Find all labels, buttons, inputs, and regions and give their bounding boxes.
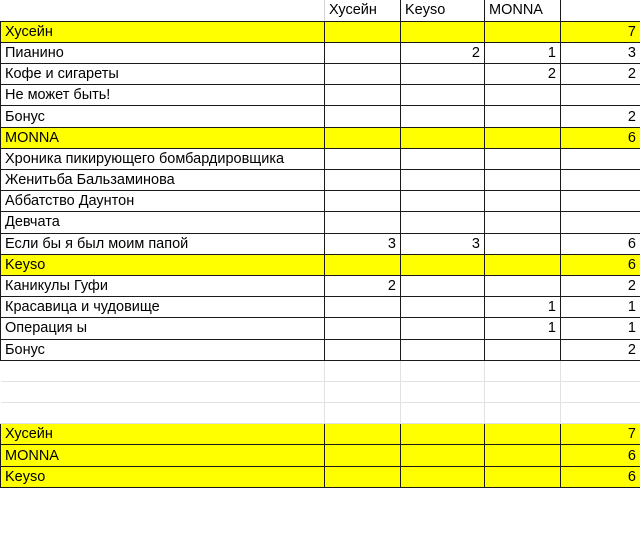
- table-row: [1, 339, 640, 360]
- value-cell[interactable]: [485, 381, 561, 402]
- row-label-cell[interactable]: Не может быть!: [1, 85, 325, 106]
- value-cell[interactable]: [401, 170, 485, 191]
- value-cell[interactable]: [561, 381, 640, 402]
- value-cell[interactable]: [485, 403, 561, 424]
- summary-row: [1, 424, 640, 445]
- value-cell[interactable]: [325, 297, 401, 318]
- value-cell[interactable]: [561, 403, 640, 424]
- row-label-cell[interactable]: Девчата: [1, 212, 325, 233]
- value-cell[interactable]: 6: [561, 233, 640, 254]
- value-cell[interactable]: [325, 254, 401, 275]
- value-cell[interactable]: [401, 85, 485, 106]
- summary-row: [1, 127, 640, 148]
- table-row: [1, 106, 640, 127]
- value-cell[interactable]: [401, 403, 485, 424]
- row-label-cell[interactable]: Бонус: [1, 106, 325, 127]
- value-cell[interactable]: [485, 127, 561, 148]
- row-label-cell[interactable]: [1, 403, 325, 424]
- table-row: [1, 42, 640, 63]
- row-label-cell[interactable]: [1, 381, 325, 402]
- value-cell[interactable]: [485, 445, 561, 466]
- header-cell-monna[interactable]: MONNA: [485, 0, 561, 21]
- value-cell[interactable]: [325, 148, 401, 169]
- header-cell-keyso[interactable]: Keyso: [401, 0, 485, 21]
- value-cell[interactable]: 3: [325, 233, 401, 254]
- value-cell[interactable]: [325, 106, 401, 127]
- value-cell[interactable]: [485, 360, 561, 381]
- value-cell[interactable]: [401, 275, 485, 296]
- value-cell[interactable]: [325, 127, 401, 148]
- value-cell[interactable]: [401, 466, 485, 487]
- row-label-cell[interactable]: Каникулы Гуфи: [1, 275, 325, 296]
- value-cell[interactable]: [401, 21, 485, 42]
- header-cell-husein[interactable]: Хусейн: [325, 0, 401, 21]
- row-label-cell[interactable]: Кофе и сигареты: [1, 64, 325, 85]
- value-cell[interactable]: 2: [561, 64, 640, 85]
- value-cell[interactable]: [401, 445, 485, 466]
- value-cell[interactable]: [325, 212, 401, 233]
- table-row: [1, 170, 640, 191]
- table-row: [1, 212, 640, 233]
- summary-row: [1, 21, 640, 42]
- value-cell[interactable]: [561, 191, 640, 212]
- value-cell[interactable]: [485, 424, 561, 445]
- value-cell[interactable]: 3: [561, 42, 640, 63]
- value-cell[interactable]: [325, 42, 401, 63]
- value-cell[interactable]: [325, 424, 401, 445]
- value-cell[interactable]: [325, 466, 401, 487]
- value-cell[interactable]: [325, 64, 401, 85]
- empty-row: [1, 381, 640, 402]
- value-cell[interactable]: 6: [561, 466, 640, 487]
- row-label-cell[interactable]: Хусейн: [1, 21, 325, 42]
- value-cell[interactable]: 2: [325, 275, 401, 296]
- value-cell[interactable]: [485, 339, 561, 360]
- value-cell[interactable]: [325, 403, 401, 424]
- value-cell[interactable]: [485, 212, 561, 233]
- row-label-cell[interactable]: Пианино: [1, 42, 325, 63]
- value-cell[interactable]: [485, 254, 561, 275]
- value-cell[interactable]: 2: [401, 42, 485, 63]
- table-row: [1, 318, 640, 339]
- value-cell[interactable]: [561, 170, 640, 191]
- row-label-cell[interactable]: Хусейн: [1, 424, 325, 445]
- value-cell[interactable]: [561, 360, 640, 381]
- row-label-cell[interactable]: Хроника пикирующего бомбардировщика: [1, 148, 325, 169]
- value-cell[interactable]: 2: [485, 64, 561, 85]
- value-cell[interactable]: 6: [561, 254, 640, 275]
- empty-row: [1, 360, 640, 381]
- row-label-cell[interactable]: [1, 360, 325, 381]
- value-cell[interactable]: [401, 64, 485, 85]
- summary-row: [1, 466, 640, 487]
- row-label-cell[interactable]: Keyso: [1, 254, 325, 275]
- value-cell[interactable]: [325, 339, 401, 360]
- row-label-cell[interactable]: Бонус: [1, 339, 325, 360]
- row-label-cell[interactable]: MONNA: [1, 127, 325, 148]
- table-row: [1, 233, 640, 254]
- value-cell[interactable]: [485, 233, 561, 254]
- value-cell[interactable]: 1: [485, 42, 561, 63]
- empty-row: [1, 403, 640, 424]
- value-cell[interactable]: [401, 212, 485, 233]
- value-cell[interactable]: [485, 170, 561, 191]
- value-cell[interactable]: 2: [561, 106, 640, 127]
- value-cell[interactable]: [325, 191, 401, 212]
- table-row: [1, 148, 640, 169]
- row-label-cell[interactable]: Аббатство Даунтон: [1, 191, 325, 212]
- value-cell[interactable]: [485, 106, 561, 127]
- row-label-cell[interactable]: Операция ы: [1, 318, 325, 339]
- value-cell[interactable]: [401, 381, 485, 402]
- value-cell[interactable]: [325, 170, 401, 191]
- row-label-cell[interactable]: Keyso: [1, 466, 325, 487]
- value-cell[interactable]: [401, 127, 485, 148]
- value-cell[interactable]: 1: [561, 318, 640, 339]
- value-cell[interactable]: 6: [561, 127, 640, 148]
- row-label-cell[interactable]: Женитьба Бальзаминова: [1, 170, 325, 191]
- row-label-cell[interactable]: Если бы я был моим папой: [1, 233, 325, 254]
- value-cell[interactable]: 7: [561, 21, 640, 42]
- value-cell[interactable]: [485, 21, 561, 42]
- value-cell[interactable]: [401, 106, 485, 127]
- value-cell[interactable]: [561, 212, 640, 233]
- value-cell[interactable]: [401, 339, 485, 360]
- value-cell[interactable]: [485, 85, 561, 106]
- value-cell[interactable]: 7: [561, 424, 640, 445]
- value-cell[interactable]: [485, 275, 561, 296]
- value-cell[interactable]: 2: [561, 339, 640, 360]
- value-cell[interactable]: 2: [561, 275, 640, 296]
- value-cell[interactable]: [485, 148, 561, 169]
- table-row: [1, 297, 640, 318]
- row-label-cell[interactable]: MONNA: [1, 445, 325, 466]
- value-cell[interactable]: [325, 445, 401, 466]
- value-cell[interactable]: [401, 148, 485, 169]
- value-cell[interactable]: [561, 85, 640, 106]
- value-cell[interactable]: 1: [485, 318, 561, 339]
- value-cell[interactable]: [401, 191, 485, 212]
- value-cell[interactable]: [485, 466, 561, 487]
- value-cell[interactable]: 3: [401, 233, 485, 254]
- header-cell[interactable]: [561, 0, 640, 21]
- header-cell[interactable]: [1, 0, 325, 21]
- table-row: [1, 85, 640, 106]
- value-cell[interactable]: [325, 318, 401, 339]
- value-cell[interactable]: [325, 85, 401, 106]
- value-cell[interactable]: [325, 21, 401, 42]
- value-cell[interactable]: [325, 381, 401, 402]
- summary-row: [1, 254, 640, 275]
- value-cell[interactable]: 1: [485, 297, 561, 318]
- value-cell[interactable]: [401, 318, 485, 339]
- value-cell[interactable]: [401, 360, 485, 381]
- summary-row: [1, 445, 640, 466]
- value-cell[interactable]: [401, 297, 485, 318]
- table-row: [1, 64, 640, 85]
- value-cell[interactable]: [325, 360, 401, 381]
- table-row: [1, 191, 640, 212]
- value-cell[interactable]: [485, 191, 561, 212]
- value-cell[interactable]: 6: [561, 445, 640, 466]
- table-row: [1, 275, 640, 296]
- value-cell[interactable]: 1: [561, 297, 640, 318]
- value-cell[interactable]: [561, 148, 640, 169]
- value-cell[interactable]: [401, 424, 485, 445]
- row-label-cell[interactable]: Красавица и чудовище: [1, 297, 325, 318]
- value-cell[interactable]: [401, 254, 485, 275]
- header-row: [1, 0, 640, 21]
